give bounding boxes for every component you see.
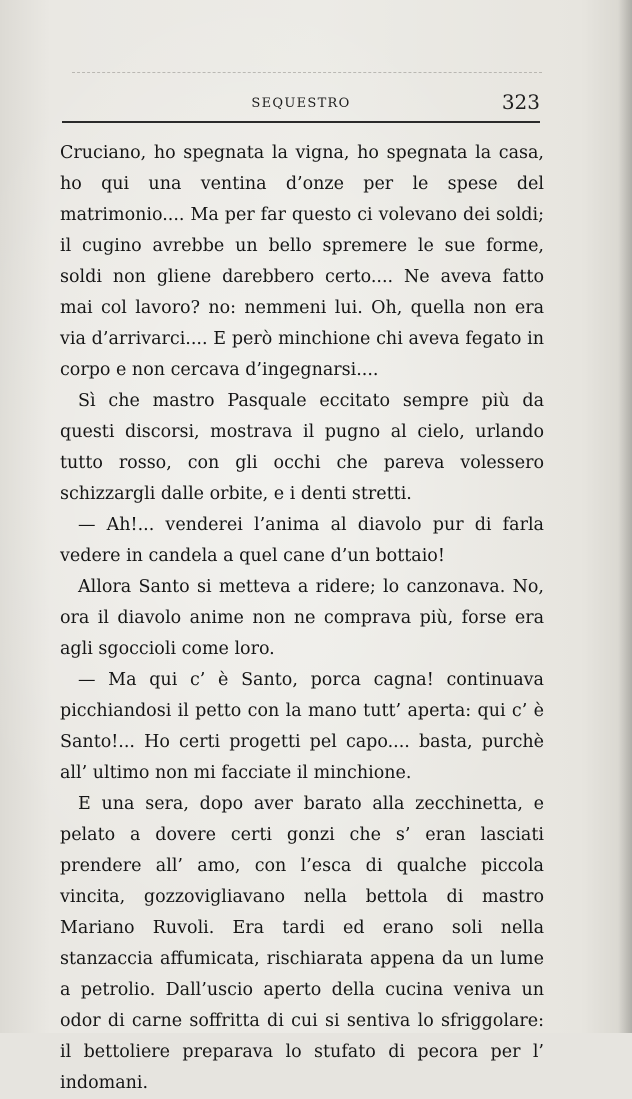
paragraph-1: Cruciano, ho spegnata la vigna, ho spegnata la casa, ho qui una ventina d’onze per le spese del matrimonio.... Ma per far questo ci volevano dei soldi; il cugino avrebbe un bello spremere le sue forme, soldi non gliene darebbero certo.... Ne aveva fatto mai col lavoro? no: nemmeni lui. Oh, quella non era via d’arrivarci.... E però minchione chi aveva fegato in corpo e non cercava d’ingegnarsi.... [60,143,544,380]
header-rule [62,121,540,123]
paragraph-4: Allora Santo si metteva a ridere; lo canzonava. No, ora il diavolo anime non ne comprava più, forse era agli sgoccioli come loro. [60,577,544,659]
top-edge-rule [72,72,542,73]
paragraph-5: — Ma qui c’ è Santo, porca cagna! continuava picchiandosi il petto con la mano tutt’ aperta: qui c’ è Santo!... Ho certi progetti pel capo.... basta, purchè all’ ultimo non mi facciate il minchione. [60,670,544,783]
paragraph-2: Sì che mastro Pasquale eccitato sempre più da questi discorsi, mostrava il pugno al cielo, urlando tutto rosso, con gli occhi che pareva volessero schizzargli dalle orbite, e i denti stretti. [60,391,544,504]
paragraph-3: — Ah!... venderei l’anima al diavolo pur di farla vedere in candela a quel cane d’un bottaio! [60,515,544,566]
running-title: SEQUESTRO [251,96,351,111]
body-text [60,138,544,1099]
paragraph-6: E una sera, dopo aver barato alla zecchinetta, e pelato a dovere certi gonzi che s’ eran lasciati prendere all’ amo, con l’esca di qualche piccola vincita, gozzovigliavano nella bettola di mastro Mariano Ruvoli. Era tardi ed erano soli nella stanzaccia affumicata, rischiarata appena da un lume a petrolio. Dall’uscio aperto della cucina veniva un odor di carne soffritta di cui si sentiva lo sfriggolare: il bettoliere preparava lo stufato di pecora per l’ indomani. [60,794,544,1093]
running-head [62,90,540,116]
page-number: 323 [501,90,540,114]
